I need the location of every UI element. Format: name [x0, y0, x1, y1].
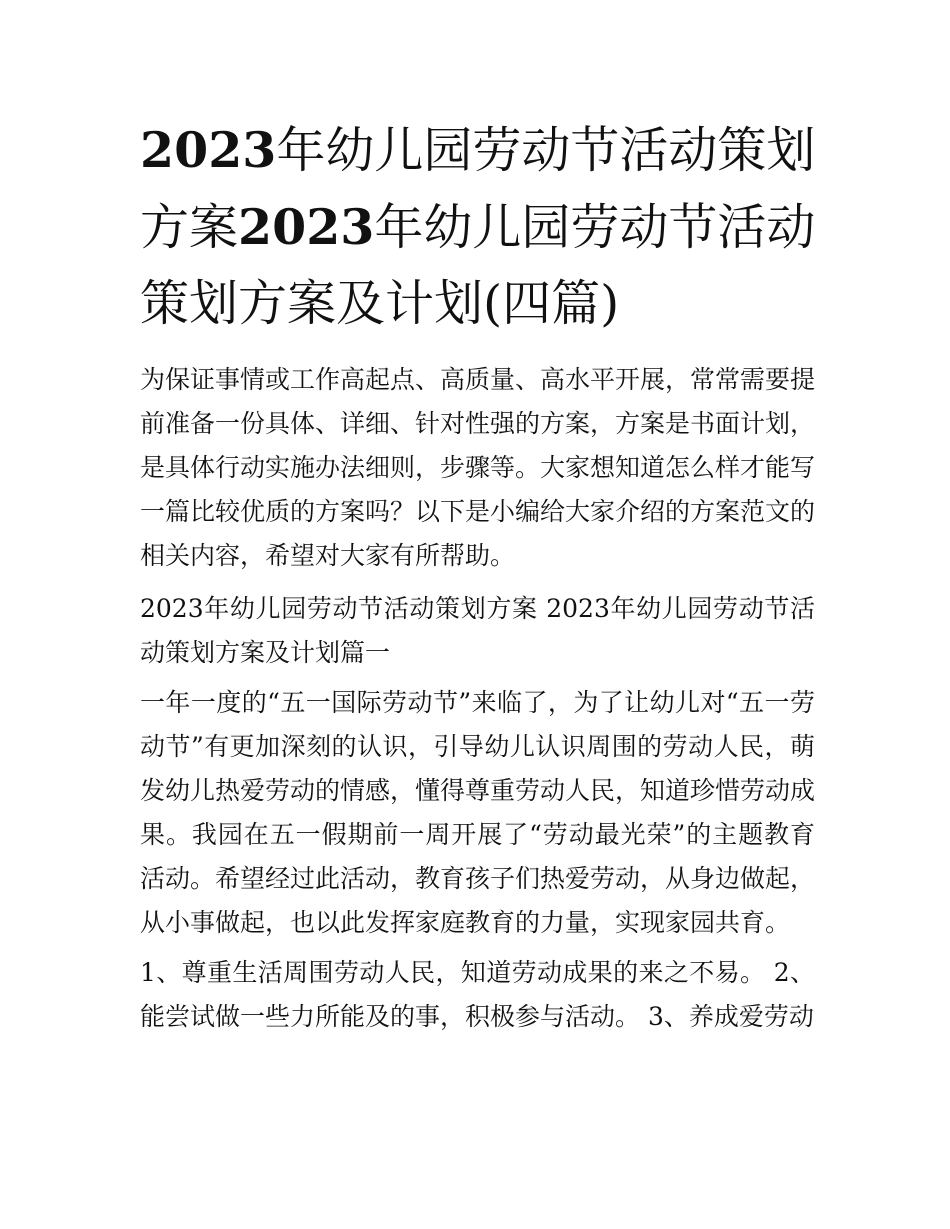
title-year-2: 2023	[238, 198, 375, 256]
goals-paragraph: 1、尊重生活周围劳动人民，知道劳动成果的来之不易。 2、能尝试做一些力所能及的事，积极参与活动。 3、养成爱劳动	[140, 958, 815, 1031]
title-text-1: 年幼儿园劳动节活动策划方案	[140, 122, 816, 256]
document-body	[140, 358, 815, 1039]
title-year-1: 2023	[140, 121, 277, 179]
section-heading: 2023年幼儿园劳动节活动策划方案 2023年幼儿园劳动节活动策划方案及计划篇一	[140, 594, 815, 667]
intro-paragraph: 为保证事情或工作高起点、高质量、高水平开展，常常需要提前准备一份具体、详细、针对性强的方案，方案是书面计划，是具体行动实施办法细则，步骤等。大家想知道怎么样才能写一篇比较优质的方案吗？以下是小编给大家介绍的方案范文的相关内容，希望对大家有所帮助。	[140, 365, 816, 570]
title-text-2: 年幼儿园劳动节活动策划方案及计划(四篇)	[140, 199, 816, 332]
body-paragraph: 一年一度的“五一国际劳动节”来临了，为了让幼儿对“五一劳动节”有更加深刻的认识，引导幼儿认识周围的劳动人民，萌发幼儿热爱劳动的情感，懂得尊重劳动人民，知道珍惜劳动成果。我园在五一假期前一周开展了“劳动最光荣”的主题教育活动。希望经过此活动，教育孩子们热爱劳动，从身边做起，从小事做起，也以此发挥家庭教育的力量，实现家园共育。	[140, 688, 816, 937]
document-title	[140, 112, 820, 342]
